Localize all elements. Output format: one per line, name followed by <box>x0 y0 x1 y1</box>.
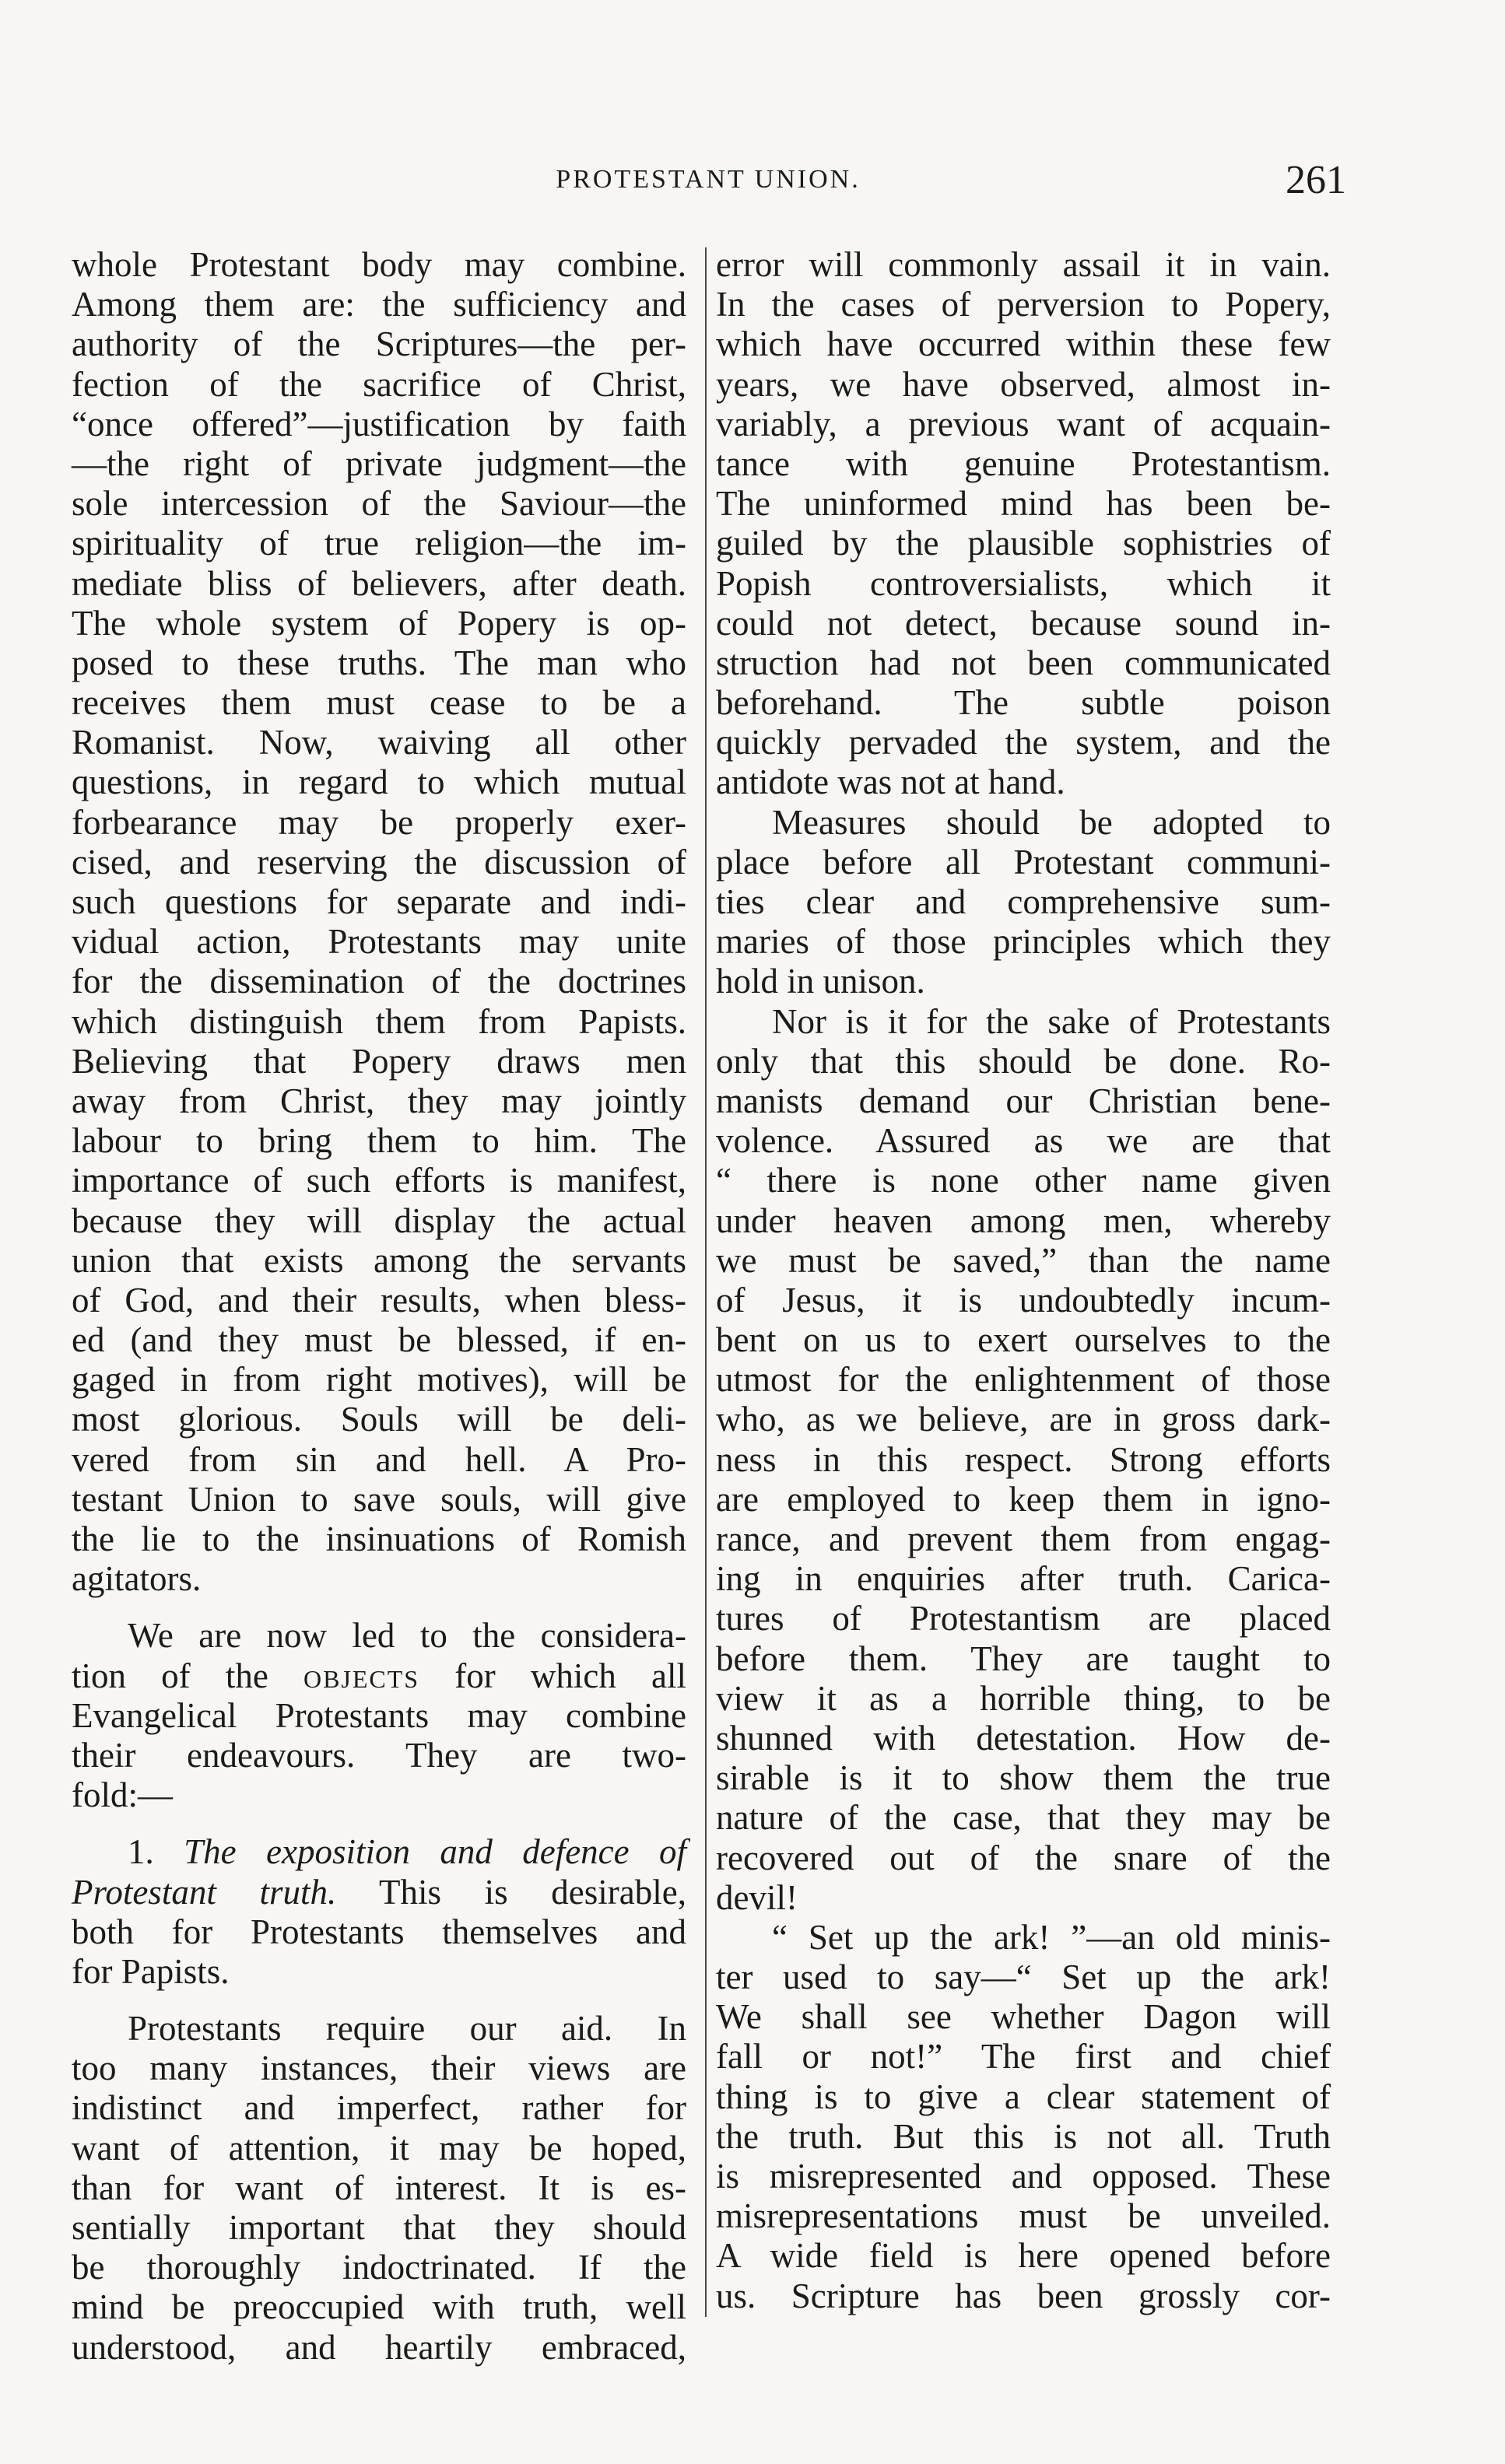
column-divider <box>705 247 707 2317</box>
text-line: hold in unison. <box>716 962 925 1001</box>
text-line: is misrepresented and opposed. These <box>716 2157 1331 2196</box>
text-line: The uninformed mind has been be- <box>716 484 1331 524</box>
paragraph-gap <box>72 1992 686 2009</box>
text-line: years, we have observed, almost in- <box>716 364 1331 404</box>
text-line: their endeavours. They are two- <box>72 1735 686 1775</box>
page-header <box>70 160 1346 210</box>
text-line: Believing that Popery draws men <box>72 1041 686 1081</box>
text-line: Among them are: the sufficiency and <box>72 285 686 324</box>
paragraph-gap <box>72 1599 686 1616</box>
text-line: nature of the case, that they may be <box>716 1798 1331 1838</box>
text-line: mind be preoccupied with truth, well <box>72 2287 686 2327</box>
text-line: because they will display the actual <box>72 1200 686 1240</box>
text-line <box>72 1832 686 1872</box>
text-line: Evangelical Protestants may combine <box>72 1695 686 1735</box>
text-line: Popish controversialists, which it <box>716 563 1331 603</box>
text-line: agitators. <box>72 1559 202 1599</box>
text-line: sentially important that they should <box>72 2208 686 2247</box>
text-line: mediate bliss of believers, after death. <box>72 563 686 603</box>
text-line: place before all Protestant communi- <box>716 842 1331 882</box>
paragraph-gap <box>72 1815 686 1832</box>
text-line: ter used to say—“ Set up the ark! <box>716 1958 1331 1997</box>
text-segment: for which all <box>419 1656 686 1695</box>
small-caps-term: objects <box>303 1656 420 1695</box>
text-line: sole intercession of the Saviour—the <box>72 484 686 524</box>
text-line: error will commonly assail it in vain. <box>716 245 1331 284</box>
text-line: under heaven among men, whereby <box>716 1200 1331 1240</box>
text-line: want of attention, it may be hoped, <box>72 2128 686 2168</box>
text-line: vidual action, Protestants may unite <box>72 922 686 962</box>
text-line: beforehand. The subtle poison <box>716 683 1331 723</box>
text-line: ties clear and comprehensive sum- <box>716 882 1331 921</box>
text-line: “ there is none other name given <box>716 1161 1331 1200</box>
text-line: ed (and they must be blessed, if en- <box>72 1320 686 1360</box>
text-line: maries of those principles which they <box>716 922 1331 962</box>
text-line: sirable is it to show them the true <box>716 1758 1331 1798</box>
text-line: we must be saved,” than the name <box>716 1240 1331 1280</box>
text-line: spirituality of true religion—the im- <box>72 524 686 563</box>
text-line: recovered out of the snare of the <box>716 1838 1331 1877</box>
text-line: of God, and their results, when bless- <box>72 1280 686 1320</box>
text-line: are employed to keep them in igno- <box>716 1479 1331 1519</box>
text-line: fold:— <box>72 1775 173 1815</box>
text-line: the truth. But this is not all. Truth <box>716 2116 1331 2156</box>
text-line: struction had not been communicated <box>716 643 1331 682</box>
italic-heading: The exposition and defence of <box>184 1832 686 1872</box>
italic-heading: Protestant truth. <box>72 1872 337 1912</box>
text-line: which distinguish them from Papists. <box>72 1001 686 1041</box>
text-line: fall or not!” The first and chief <box>716 2037 1331 2077</box>
text-line: which have occurred within these few <box>716 324 1331 364</box>
text-line: vered from sin and hell. A Pro- <box>72 1439 686 1479</box>
text-line: A wide field is here opened before <box>716 2236 1331 2276</box>
text-line: utmost for the enlightenment of those <box>716 1360 1331 1400</box>
text-line: who, as we believe, are in gross dark- <box>716 1400 1331 1439</box>
text-line: receives them must cease to be a <box>72 683 686 723</box>
text-line: fection of the sacrifice of Christ, <box>72 364 686 404</box>
text-line: view it as a horrible thing, to be <box>716 1678 1331 1718</box>
text-line: The whole system of Popery is op- <box>72 603 686 643</box>
text-line <box>72 1656 686 1696</box>
text-line: importance of such efforts is manifest, <box>72 1161 686 1200</box>
text-line: Nor is it for the sake of Protestants <box>772 1001 1331 1041</box>
text-line: bent on us to exert ourselves to the <box>716 1320 1331 1360</box>
text-line: gaged in from right motives), will be <box>72 1360 686 1400</box>
text-line: away from Christ, they may jointly <box>72 1081 686 1120</box>
text-line: ing in enquiries after truth. Carica- <box>716 1559 1331 1599</box>
text-line: us. Scripture has been grossly cor- <box>716 2276 1331 2315</box>
text-line: than for want of interest. It is es- <box>72 2168 686 2207</box>
right-column <box>716 245 1331 2316</box>
text-line: manists demand our Christian bene- <box>716 1081 1331 1120</box>
text-line: thing is to give a clear statement of <box>716 2077 1331 2116</box>
text-line: ness in this respect. Strong efforts <box>716 1439 1331 1479</box>
text-line: the lie to the insinuations of Romish <box>72 1519 686 1558</box>
text-segment: tion of the <box>72 1656 303 1695</box>
text-line: both for Protestants themselves and <box>72 1912 686 1951</box>
text-line: posed to these truths. The man who <box>72 643 686 682</box>
text-line: for the dissemination of the doctrines <box>72 962 686 1001</box>
text-line: be thoroughly indoctrinated. If the <box>72 2248 686 2287</box>
text-line: labour to bring them to him. The <box>72 1121 686 1161</box>
text-line: before them. They are taught to <box>716 1639 1331 1678</box>
text-line: testant Union to save souls, will give <box>72 1479 686 1519</box>
text-segment: This is desirable, <box>336 1872 686 1912</box>
text-line: indistinct and imperfect, rather for <box>72 2088 686 2128</box>
text-line: antidote was not at hand. <box>716 762 1065 802</box>
text-line: variably, a previous want of acquain- <box>716 404 1331 443</box>
text-line: guiled by the plausible sophistries of <box>716 524 1331 563</box>
text-line: tures of Protestantism are placed <box>716 1599 1331 1639</box>
text-segment: 1. <box>128 1832 184 1872</box>
text-line: In the cases of perversion to Popery, <box>716 285 1331 324</box>
text-line: most glorious. Souls will be deli- <box>72 1400 686 1439</box>
running-head: PROTESTANT UNION. <box>556 165 861 194</box>
text-line: Measures should be adopted to <box>772 802 1331 842</box>
text-line: misrepresentations must be unveiled. <box>716 2196 1331 2236</box>
text-line: authority of the Scriptures—the per- <box>72 324 686 364</box>
text-line: too many instances, their views are <box>72 2049 686 2088</box>
text-line: shunned with detestation. How de- <box>716 1718 1331 1758</box>
text-line: questions, in regard to which mutual <box>72 762 686 802</box>
text-line: Romanist. Now, waiving all other <box>72 723 686 762</box>
text-line: Protestants require our aid. In <box>128 2009 686 2049</box>
text-line: We are now led to the considera- <box>128 1616 686 1656</box>
text-line: understood, and heartily embraced, <box>72 2327 686 2367</box>
text-line <box>72 1873 686 1912</box>
text-line: tance with genuine Protestantism. <box>716 443 1331 483</box>
left-column <box>72 245 686 2368</box>
text-line: cised, and reserving the discussion of <box>72 842 686 882</box>
text-line: “once offered”—justification by faith <box>72 404 686 443</box>
text-line: such questions for separate and indi- <box>72 882 686 921</box>
text-line: volence. Assured as we are that <box>716 1121 1331 1161</box>
text-line: rance, and prevent them from engag- <box>716 1519 1331 1558</box>
text-line: could not detect, because sound in- <box>716 603 1331 643</box>
text-line: devil! <box>716 1877 798 1917</box>
text-line: only that this should be done. Ro- <box>716 1041 1331 1081</box>
text-line: union that exists among the servants <box>72 1240 686 1280</box>
text-line: of Jesus, it is undoubtedly incum- <box>716 1280 1331 1320</box>
page-number: 261 <box>1286 158 1346 202</box>
text-line: —the right of private judgment—the <box>72 443 686 483</box>
text-line: whole Protestant body may combine. <box>72 245 686 284</box>
text-line: for Papists. <box>72 1951 230 1991</box>
text-line: quickly pervaded the system, and the <box>716 723 1331 762</box>
text-line: “ Set up the ark! ”—an old minis- <box>772 1917 1331 1957</box>
text-line: We shall see whether Dagon will <box>716 1997 1331 2037</box>
text-line: forbearance may be properly exer- <box>72 802 686 842</box>
